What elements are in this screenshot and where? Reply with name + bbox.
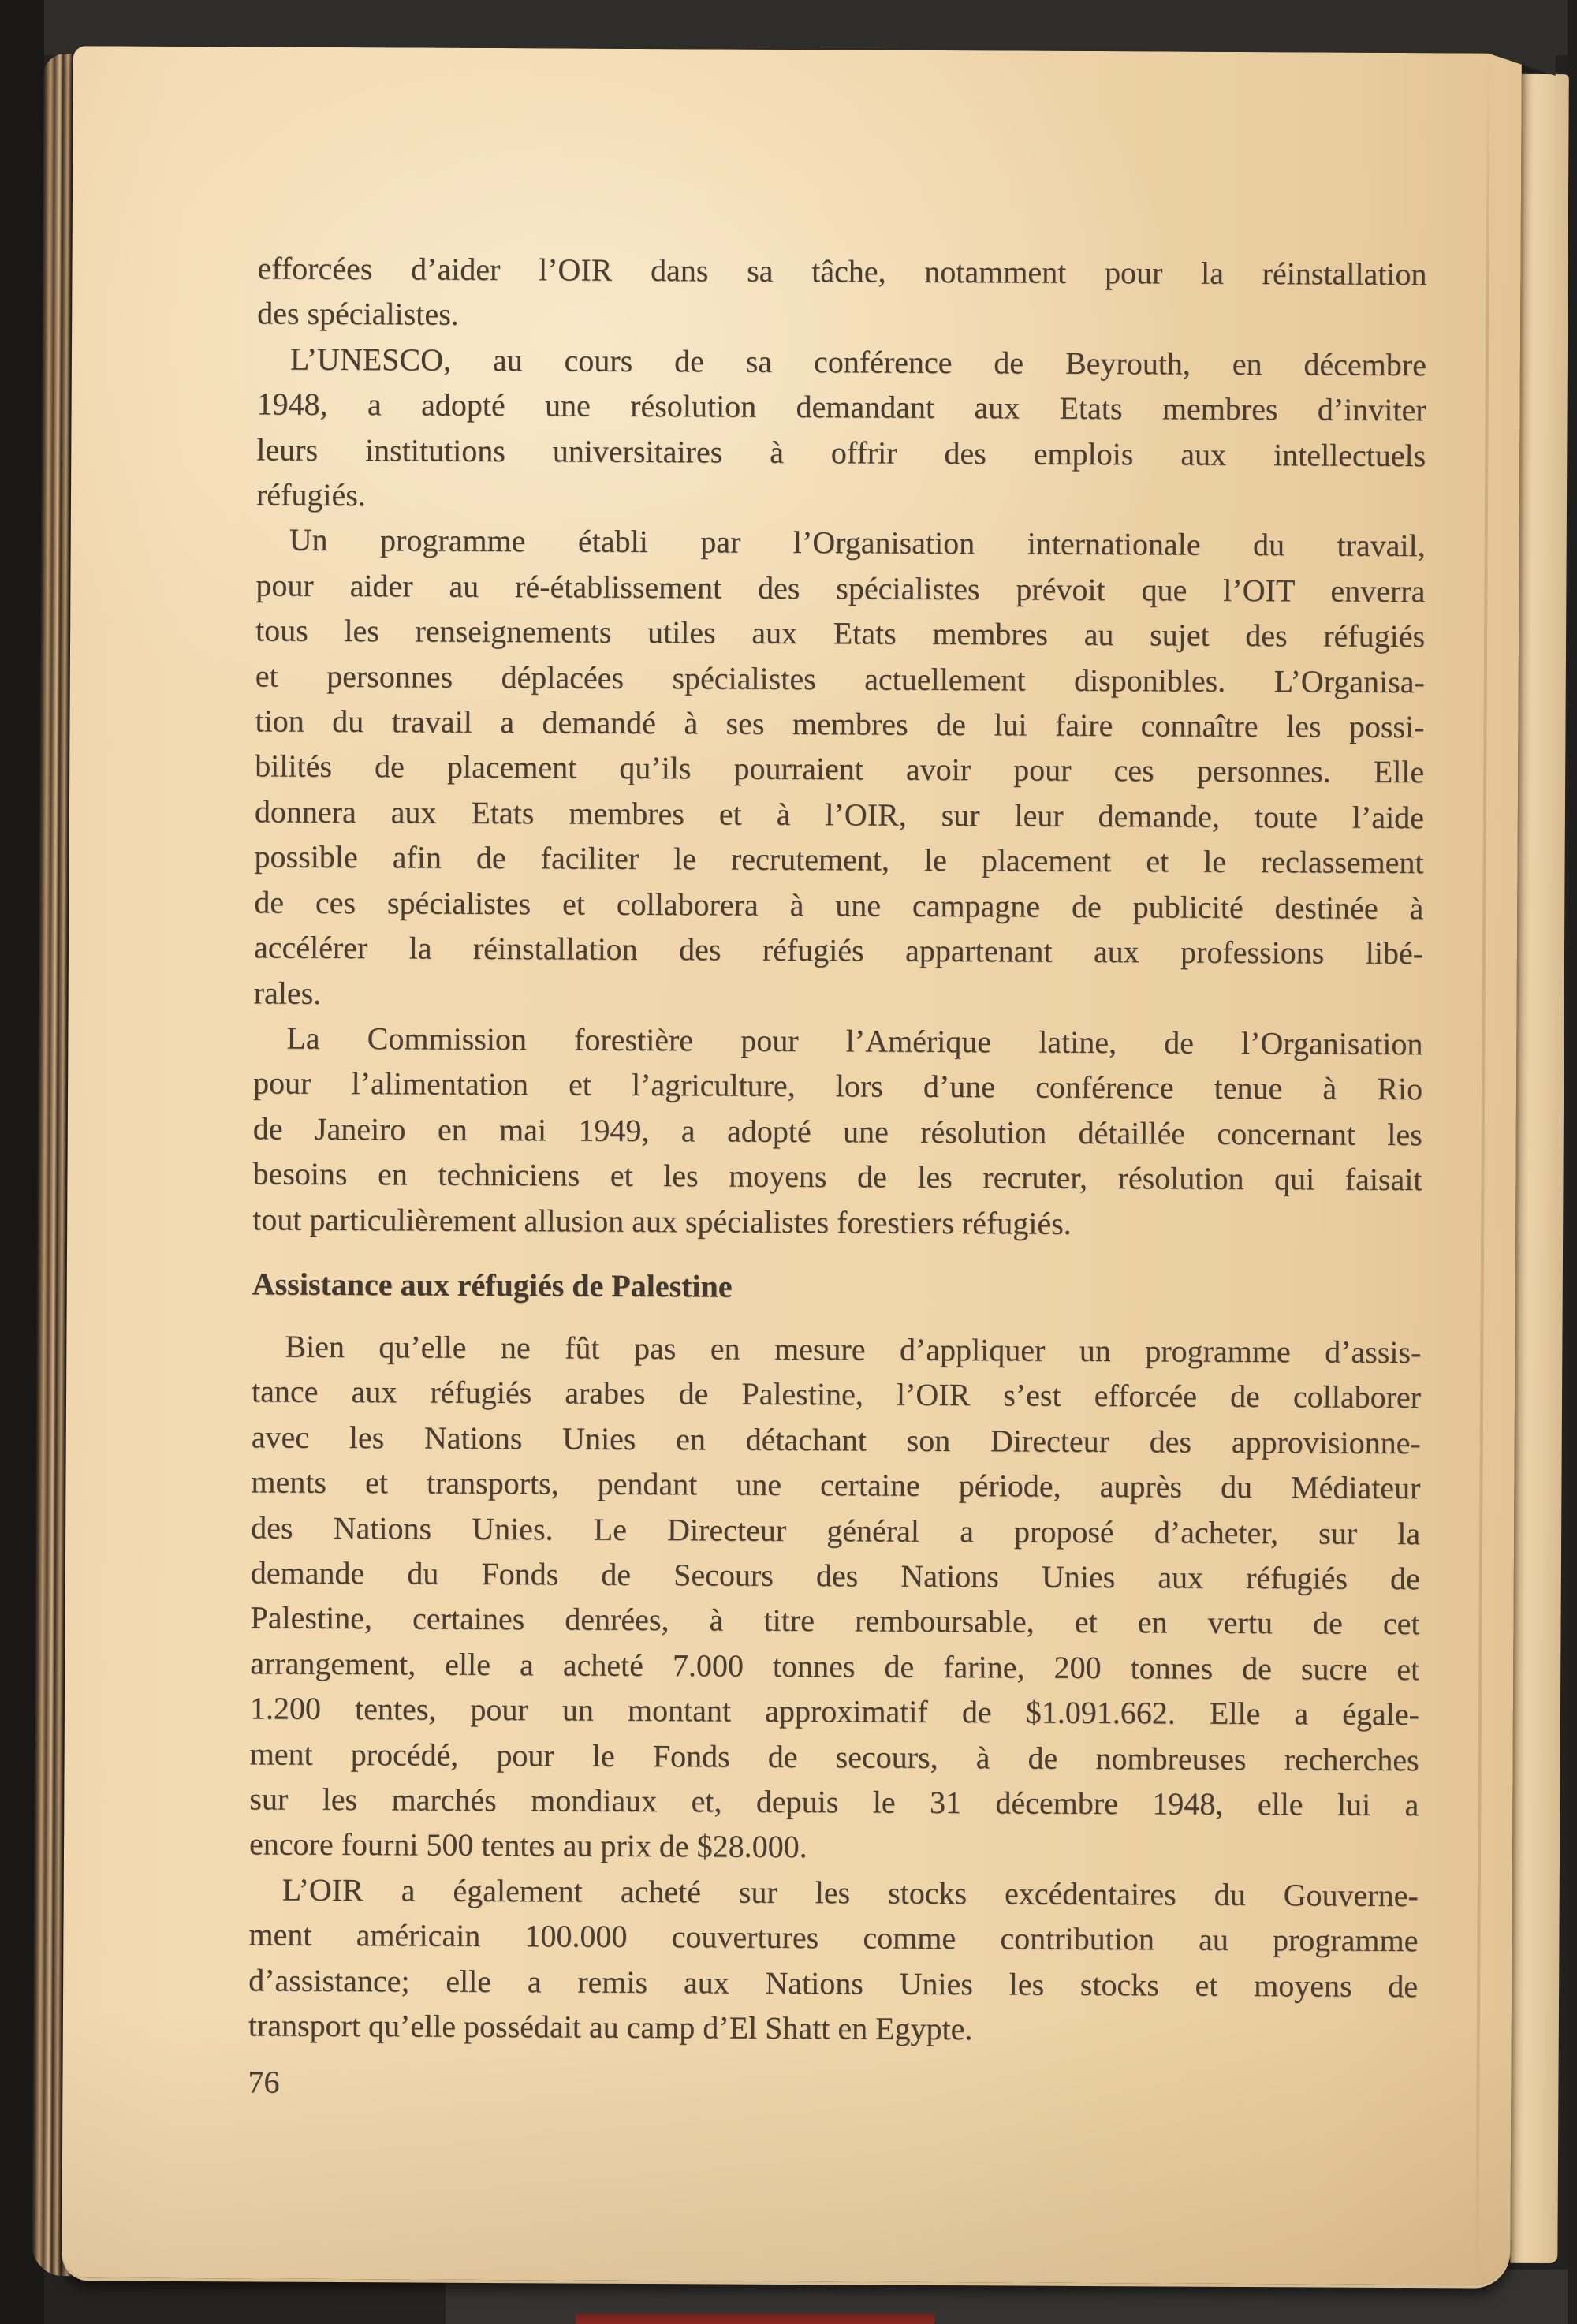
paragraph xyxy=(248,1867,1419,2054)
text-line: réfugiés. xyxy=(255,476,366,513)
paragraph xyxy=(256,336,1426,523)
text-line: tion du travail a demandé à ses membres de lui faire connaître les possi- xyxy=(255,703,1425,745)
page-number: 76 xyxy=(248,2064,280,2100)
text-line: sur les marchés mondiaux et, depuis le 31 décembre 1948, elle lui a xyxy=(249,1781,1419,1823)
book xyxy=(32,46,1569,2295)
text-line: tout particulièrement allusion aux spécialistes forestiers réfugiés. xyxy=(252,1200,1072,1241)
text-line: des Nations Unies. Le Directeur général a proposé d’acheter, sur la xyxy=(251,1509,1421,1551)
text-line: ments et transports, pendant une certaine période, auprès du Médiateur xyxy=(251,1464,1421,1506)
text-line: Palestine, certaines denrées, à titre remboursable, et en vertu de cet xyxy=(250,1599,1420,1642)
paragraph xyxy=(249,1323,1422,1873)
paragraph xyxy=(257,245,1427,342)
text-line: rales. xyxy=(253,974,322,1011)
book-page xyxy=(62,46,1522,2285)
text-line: bilités de placement qu’ils pourraient avoir pour ces personnes. Elle xyxy=(255,748,1425,790)
text-line: pour aider au ré-établissement des spécialistes prévoit que l’OIT enverra xyxy=(255,567,1426,610)
text-line: transport qu’elle possédait au camp d’El Shatt en Egypte. xyxy=(248,2007,973,2047)
text-line: L’UNESCO, au cours de sa conférence de Beyrouth, en décembre xyxy=(289,341,1427,383)
text-line: 1.200 tentes, pour un montant approximatif de $1.091.662. Elle a égale- xyxy=(249,1690,1420,1733)
text-line: ment américain 100.000 couvertures comme contribution au programme xyxy=(248,1916,1419,1959)
text-line: L’OIR a également acheté sur les stocks excédentaires du Gouverne- xyxy=(281,1871,1419,1914)
text-line: leurs institutions universitaires à offrir des emplois aux intellectuels xyxy=(256,431,1426,473)
body-text-block-2 xyxy=(248,1323,1422,2054)
text-line: avec les Nations Unies en détachant son Directeur des approvisionne- xyxy=(251,1419,1421,1460)
text-line: accélérer la réinstallation des réfugiés appartenant aux professions libé- xyxy=(253,929,1424,972)
text-line: tance aux réfugiés arabes de Palestine, l’OIR s’est efforcée de collaborer xyxy=(251,1373,1422,1416)
text-line: efforcées d’aider l’OIR dans sa tâche, notamment pour la réinstallation xyxy=(257,250,1427,293)
section-heading: Assistance aux réfugiés de Palestine xyxy=(252,1266,733,1304)
text-line: de Janeiro en mai 1949, a adopté une résolution détaillée concernant les xyxy=(252,1110,1422,1152)
backdrop-right-band xyxy=(1568,0,1577,2324)
text-line: arrangement, elle a acheté 7.000 tonnes de farine, 200 tonnes de sucre et xyxy=(250,1645,1420,1688)
text-line: 1948, a adopté une résolution demandant aux Etats membres d’inviter xyxy=(256,386,1426,428)
text-line: Bien qu’elle ne fût pas en mesure d’appliquer un programme d’assis- xyxy=(285,1328,1422,1371)
text-line: pour l’alimentation et l’agriculture, lors d’une conférence tenue à Rio xyxy=(252,1065,1423,1107)
text-line: besoins en techniciens et les moyens de les recruter, résolution qui faisait xyxy=(252,1155,1422,1198)
body-text-block-1 xyxy=(252,245,1427,1248)
text-line: tous les renseignements utiles aux Etats membres au sujet des réfugiés xyxy=(255,612,1426,655)
text-line: Un programme établi par l’Organisation internationale du travail, xyxy=(289,522,1426,564)
text-line: demande du Fonds de Secours des Nations Unies aux réfugiés de xyxy=(250,1554,1420,1597)
text-line: des spécialistes. xyxy=(257,295,459,333)
corner-fold xyxy=(1483,52,1556,76)
text-line: d’assistance; elle a remis aux Nations Unies les stocks et moyens de xyxy=(248,1962,1419,2004)
text-line: donnera aux Etats membres et à l’OIR, sur leur demande, toute l’aide xyxy=(254,793,1425,836)
text-line: de ces spécialistes et collaborera à une campagne de publicité destinée à xyxy=(254,884,1424,926)
paragraph xyxy=(254,517,1426,1021)
text-line: ment procédé, pour le Fonds de secours, à de nombreuses recherches xyxy=(249,1736,1419,1778)
text-line: La Commission forestière pour l’Amérique latine, de l’Organisation xyxy=(286,1020,1423,1062)
text-line: possible afin de faciliter le recrutement, le placement et le reclassement xyxy=(254,838,1424,881)
text-line: et personnes déplacées spécialistes actuellement disponibles. L’Organisa- xyxy=(255,658,1425,699)
paragraph xyxy=(252,1015,1422,1248)
text-line: encore fourni 500 tentes au prix de $28.000. xyxy=(248,1826,807,1865)
red-ribbon-strip xyxy=(576,2314,934,2324)
